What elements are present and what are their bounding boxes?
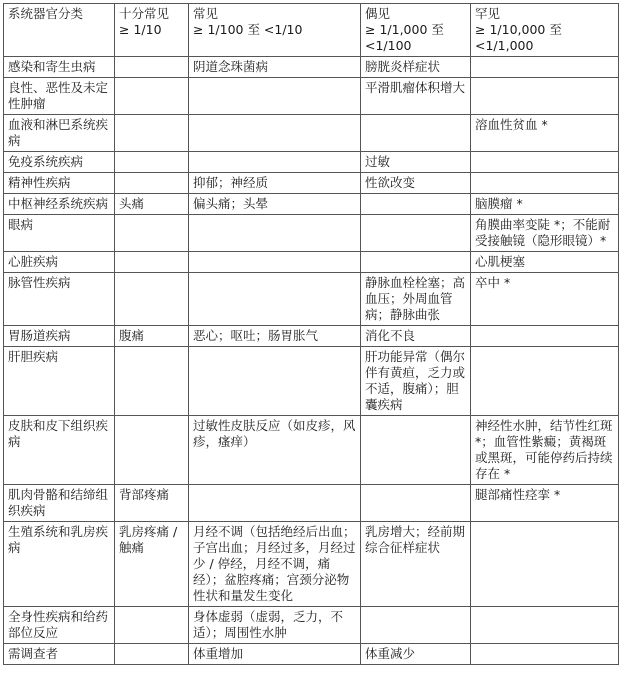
cell-common — [189, 152, 361, 173]
table-row — [4, 115, 619, 152]
header-cell-very-common: 十分常见 ≥ 1/10 — [115, 4, 189, 57]
cell-common — [189, 252, 361, 273]
cell-common — [189, 115, 361, 152]
cell-rare — [471, 347, 619, 416]
cell-uncommon — [361, 416, 471, 485]
cell-very-common: 腹痛 — [115, 326, 189, 347]
table-row — [4, 644, 619, 665]
cell-uncommon: 体重减少 — [361, 644, 471, 665]
cell-rare: 心肌梗塞 — [471, 252, 619, 273]
cell-organ-class: 精神性疾病 — [4, 173, 115, 194]
cell-rare: 卒中 * — [471, 273, 619, 326]
cell-rare — [471, 57, 619, 78]
cell-very-common — [115, 252, 189, 273]
cell-rare — [471, 173, 619, 194]
table-row — [4, 78, 619, 115]
cell-common: 月经不调（包括绝经后出血；子宫出血；月经过多，月经过少 / 停经，月经不调，痛经）；盆腔疼痛；宫颈分泌物性状和量发生变化 — [189, 522, 361, 607]
cell-uncommon: 平滑肌瘤体积增大 — [361, 78, 471, 115]
cell-very-common — [115, 644, 189, 665]
cell-rare — [471, 152, 619, 173]
table-row — [4, 522, 619, 607]
cell-organ-class: 脉管性疾病 — [4, 273, 115, 326]
header-cell-rare: 罕见 ≥ 1/10,000 至 <1/1,000 — [471, 4, 619, 57]
table-row — [4, 215, 619, 252]
table-row — [4, 485, 619, 522]
table-row — [4, 252, 619, 273]
cell-very-common — [115, 78, 189, 115]
cell-rare: 角膜曲率变陡 *；不能耐受接触镜（隐形眼镜）* — [471, 215, 619, 252]
cell-very-common — [115, 215, 189, 252]
cell-rare: 脑膜瘤 * — [471, 194, 619, 215]
cell-organ-class: 免疫系统疾病 — [4, 152, 115, 173]
cell-common: 身体虚弱（虚弱，乏力，不适）；周围性水肿 — [189, 607, 361, 644]
header-cell-common: 常见 ≥ 1/100 至 <1/10 — [189, 4, 361, 57]
cell-very-common — [115, 273, 189, 326]
table-row — [4, 416, 619, 485]
cell-rare — [471, 644, 619, 665]
cell-rare: 神经性水肿，结节性红斑 *；血管性紫癜；黄褐斑或黑斑，可能停药后持续存在 * — [471, 416, 619, 485]
cell-rare — [471, 78, 619, 115]
cell-common: 过敏性皮肤反应（如皮疹，风疹，瘙痒） — [189, 416, 361, 485]
cell-organ-class: 血液和淋巴系统疾病 — [4, 115, 115, 152]
cell-organ-class: 感染和寄生虫病 — [4, 57, 115, 78]
cell-uncommon — [361, 485, 471, 522]
cell-organ-class: 全身性疾病和给药部位反应 — [4, 607, 115, 644]
cell-organ-class: 眼病 — [4, 215, 115, 252]
cell-organ-class: 良性、恶性及未定性肿瘤 — [4, 78, 115, 115]
cell-uncommon — [361, 607, 471, 644]
cell-very-common: 头痛 — [115, 194, 189, 215]
cell-uncommon — [361, 215, 471, 252]
cell-common — [189, 215, 361, 252]
cell-uncommon — [361, 115, 471, 152]
cell-organ-class: 皮肤和皮下组织疾病 — [4, 416, 115, 485]
cell-uncommon: 过敏 — [361, 152, 471, 173]
cell-rare: 腿部痛性痉挛 * — [471, 485, 619, 522]
cell-organ-class: 心脏疾病 — [4, 252, 115, 273]
cell-organ-class: 需调查者 — [4, 644, 115, 665]
cell-very-common — [115, 607, 189, 644]
table-header-row — [4, 4, 619, 57]
header-cell-uncommon: 偶见 ≥ 1/1,000 至 <1/100 — [361, 4, 471, 57]
cell-organ-class: 生殖系统和乳房疾病 — [4, 522, 115, 607]
cell-uncommon: 消化不良 — [361, 326, 471, 347]
cell-common: 体重增加 — [189, 644, 361, 665]
cell-very-common: 背部疼痛 — [115, 485, 189, 522]
table-row — [4, 273, 619, 326]
cell-common — [189, 78, 361, 115]
cell-rare — [471, 522, 619, 607]
cell-very-common — [115, 347, 189, 416]
cell-rare — [471, 607, 619, 644]
table-row — [4, 326, 619, 347]
cell-common — [189, 485, 361, 522]
cell-rare: 溶血性贫血 * — [471, 115, 619, 152]
cell-very-common — [115, 57, 189, 78]
cell-organ-class: 中枢神经系统疾病 — [4, 194, 115, 215]
cell-common: 偏头痛；头晕 — [189, 194, 361, 215]
table-row — [4, 173, 619, 194]
cell-organ-class: 胃肠道疾病 — [4, 326, 115, 347]
cell-very-common — [115, 115, 189, 152]
table-row — [4, 194, 619, 215]
cell-uncommon: 肝功能异常（偶尔伴有黄疸，乏力或不适，腹痛）；胆囊疾病 — [361, 347, 471, 416]
table-row — [4, 152, 619, 173]
cell-common: 恶心；呕吐；肠胃胀气 — [189, 326, 361, 347]
table-row — [4, 347, 619, 416]
table-row — [4, 607, 619, 644]
table-row — [4, 57, 619, 78]
cell-very-common — [115, 416, 189, 485]
cell-uncommon: 性欲改变 — [361, 173, 471, 194]
cell-common — [189, 273, 361, 326]
header-cell-organ-class: 系统器官分类 — [4, 4, 115, 57]
cell-uncommon — [361, 252, 471, 273]
cell-very-common — [115, 152, 189, 173]
cell-very-common: 乳房疼痛 / 触痛 — [115, 522, 189, 607]
cell-uncommon: 膀胱炎样症状 — [361, 57, 471, 78]
cell-uncommon — [361, 194, 471, 215]
cell-common: 抑郁；神经质 — [189, 173, 361, 194]
cell-very-common — [115, 173, 189, 194]
cell-rare — [471, 326, 619, 347]
cell-uncommon: 静脉血栓栓塞；高血压；外周血管病；静脉曲张 — [361, 273, 471, 326]
cell-organ-class: 肌肉骨骼和结缔组织疾病 — [4, 485, 115, 522]
cell-common: 阴道念珠菌病 — [189, 57, 361, 78]
cell-organ-class: 肝胆疾病 — [4, 347, 115, 416]
cell-uncommon: 乳房增大；经前期综合征样症状 — [361, 522, 471, 607]
adverse-reactions-table — [3, 3, 619, 665]
cell-common — [189, 347, 361, 416]
